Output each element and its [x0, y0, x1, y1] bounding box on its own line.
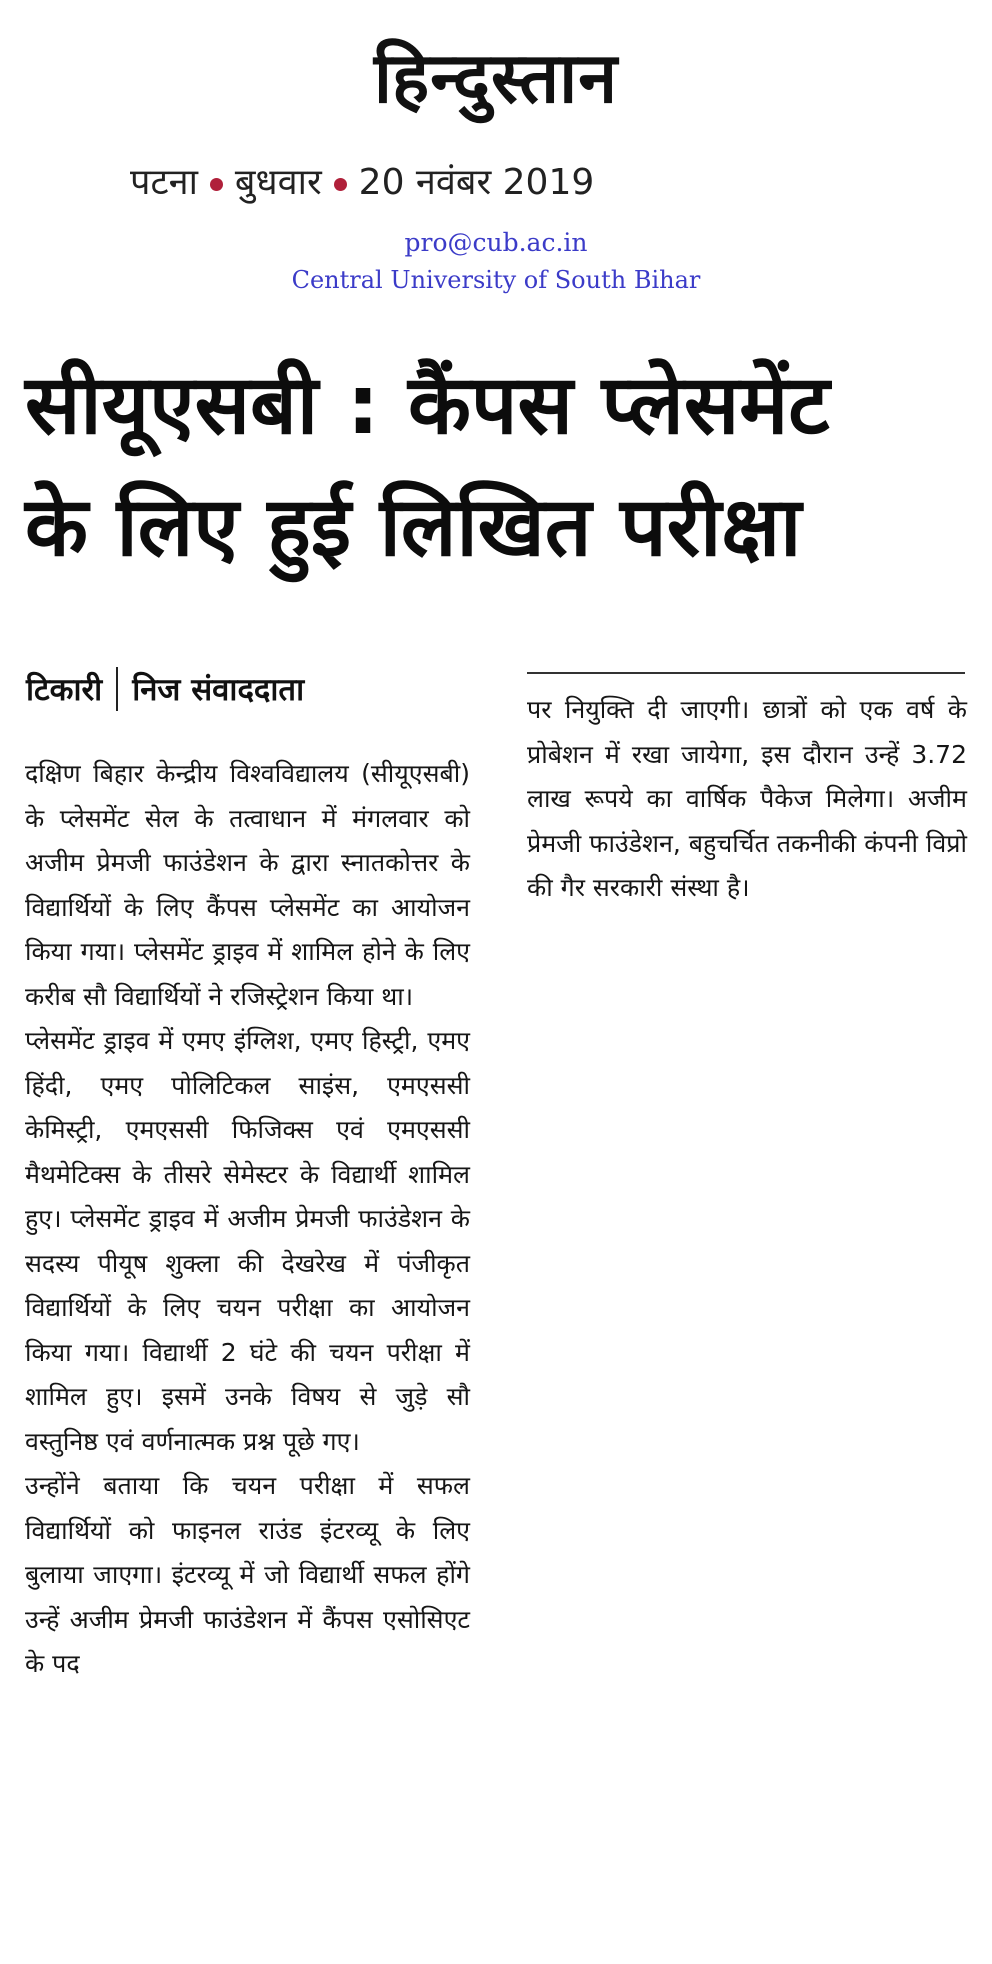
article-paragraph: पर नियुक्ति दी जाएगी। छात्रों को एक वर्ष के प्रोबेशन में रखा जायेगा, इस दौरान उन्हें 3.72 लाख रूपये का वार्षिक पैकेज मिलेगा। अजीम प्रेमजी फाउंडेशन, बहुचर्चित तकनीकी कंपनी विप्रो की गैर सरकारी संस्था है। [527, 695, 967, 902]
article-column-left [25, 752, 470, 1687]
article-column-right [527, 688, 967, 911]
byline-location: टिकारी [26, 672, 103, 708]
bullet-dot-icon [210, 178, 223, 191]
dateline-day: बुधवार [234, 162, 322, 203]
dateline-city: पटना [130, 162, 198, 203]
byline-divider [116, 667, 118, 711]
bullet-dot-icon [334, 178, 347, 191]
article-paragraph: दक्षिण बिहार केन्द्रीय विश्वविद्यालय (सीयूएसबी) के प्लेसमेंट सेल के तत्वाधान में मंगलवार को अजीम प्रेमजी फाउंडेशन के द्वारा स्नातकोत्तर के विद्यार्थियों के लिए कैंपस प्लेसमेंट का आयोजन किया गया। प्लेसमेंट ड्राइव में शामिल होने के लिए करीब सौ विद्यार्थियों ने रजिस्ट्रेशन किया था। [25, 759, 470, 1011]
column-rule [527, 672, 965, 674]
contact-email: pro@cub.ac.in [404, 228, 588, 257]
newspaper-masthead: हिन्दुस्तान [373, 37, 619, 119]
university-name: Central University of South Bihar [291, 266, 701, 294]
headline-line-1: सीयूएसबी : कैंपस प्लेसमेंट [25, 358, 830, 453]
headline-line-2: के लिए हुई लिखित परीक्षा [25, 480, 802, 575]
byline [26, 664, 304, 714]
dateline [130, 158, 730, 208]
byline-reporter: निज संवाददाता [132, 672, 305, 708]
article-paragraph: उन्होंने बताया कि चयन परीक्षा में सफल विद्यार्थियों को फाइनल राउंड इंटरव्यू के लिए बुलाया जाएगा। इंटरव्यू में जो विद्यार्थी सफल होंगे उन्हें अजीम प्रेमजी फाउंडेशन में कैंपस एसोसिएट के पद [25, 1471, 470, 1678]
article-headline [25, 345, 970, 589]
article-paragraph: प्लेसमेंट ड्राइव में एमए इंग्लिश, एमए हिस्ट्री, एमए हिंदी, एमए पोलिटिकल साइंस, एमएससी केमिस्ट्री, एमएससी फिजिक्स एवं एमएससी मैथमेटिक्स के तीसरे सेमेस्टर के विद्यार्थी शामिल हुए। प्लेसमेंट ड्राइव में अजीम प्रेमजी फाउंडेशन के सदस्य पीयूष शुक्ला की देखरेख में पंजीकृत विद्यार्थियों के लिए चयन परीक्षा का आयोजन किया गया। विद्यार्थी 2 घंटे की चयन परीक्षा में शामिल हुए। इसमें उनके विषय से जुड़े सौ वस्तुनिष्ठ एवं वर्णनात्मक प्रश्न पूछे गए। [25, 1026, 470, 1456]
dateline-date: 20 नवंबर 2019 [358, 162, 595, 203]
